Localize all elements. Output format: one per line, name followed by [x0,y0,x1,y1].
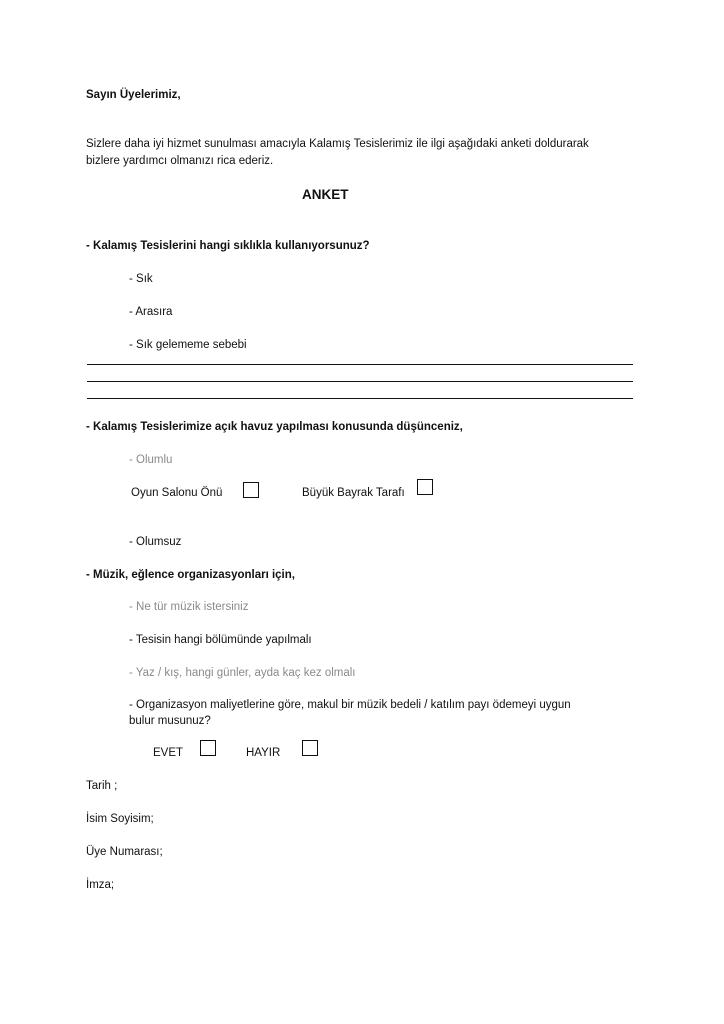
location-game-room-label: Oyun Salonu Önü [131,487,223,499]
option-positive: - Olumlu [129,454,173,466]
answer-line[interactable] [87,381,633,382]
intro-text-line-1: Sizlere daha iyi hizmet sunulması amacıyla Kalamış Tesislerimiz ile ilgi aşağıdaki anketi doldurarak [86,138,589,150]
location-game-room-checkbox[interactable] [243,482,259,498]
option-sometimes: - Arasıra [129,306,173,318]
option-negative: - Olumsuz [129,536,182,548]
name-field: İsim Soyisim; [86,813,154,825]
question-open-pool: - Kalamış Tesislerimize açık havuz yapılması konusunda düşünceniz, [86,421,463,433]
date-field: Tarih ; [86,780,118,792]
music-schedule-item: - Yaz / kış, hangi günler, ayda kaç kez olmalı [129,667,356,679]
greeting: Sayın Üyelerimiz, [86,89,181,101]
answer-line[interactable] [87,364,633,365]
location-big-flag-label: Büyük Bayrak Tarafı [302,487,405,499]
intro-text-line-2: bizlere yardımcı olmanızı rica ederiz. [86,155,274,167]
no-label: HAYIR [246,747,281,759]
yes-checkbox[interactable] [200,740,216,756]
location-big-flag-checkbox[interactable] [417,479,433,495]
no-checkbox[interactable] [302,740,318,756]
question-usage-frequency: - Kalamış Tesislerini hangi sıklıkla kullanıyorsunuz? [86,240,370,252]
answer-line[interactable] [87,398,633,399]
music-location-item: - Tesisin hangi bölümünde yapılmalı [129,634,312,646]
survey-title: ANKET [302,187,349,202]
music-cost-item: - Organizasyon maliyetlerine göre, makul bir müzik bedeli / katılım payı ödemeyi uygun [129,699,571,711]
member-number-field: Üye Numarası; [86,846,163,858]
option-reason-label: - Sık gelememe sebebi [129,339,247,351]
yes-label: EVET [153,747,184,759]
option-often: - Sık [129,273,153,285]
music-cost-item-continued: bulur musunuz? [129,715,211,727]
signature-field: İmza; [86,879,115,891]
music-genre-item: - Ne tür müzik istersiniz [129,601,249,613]
question-music-events: - Müzik, eğlence organizasyonları için, [86,569,295,581]
